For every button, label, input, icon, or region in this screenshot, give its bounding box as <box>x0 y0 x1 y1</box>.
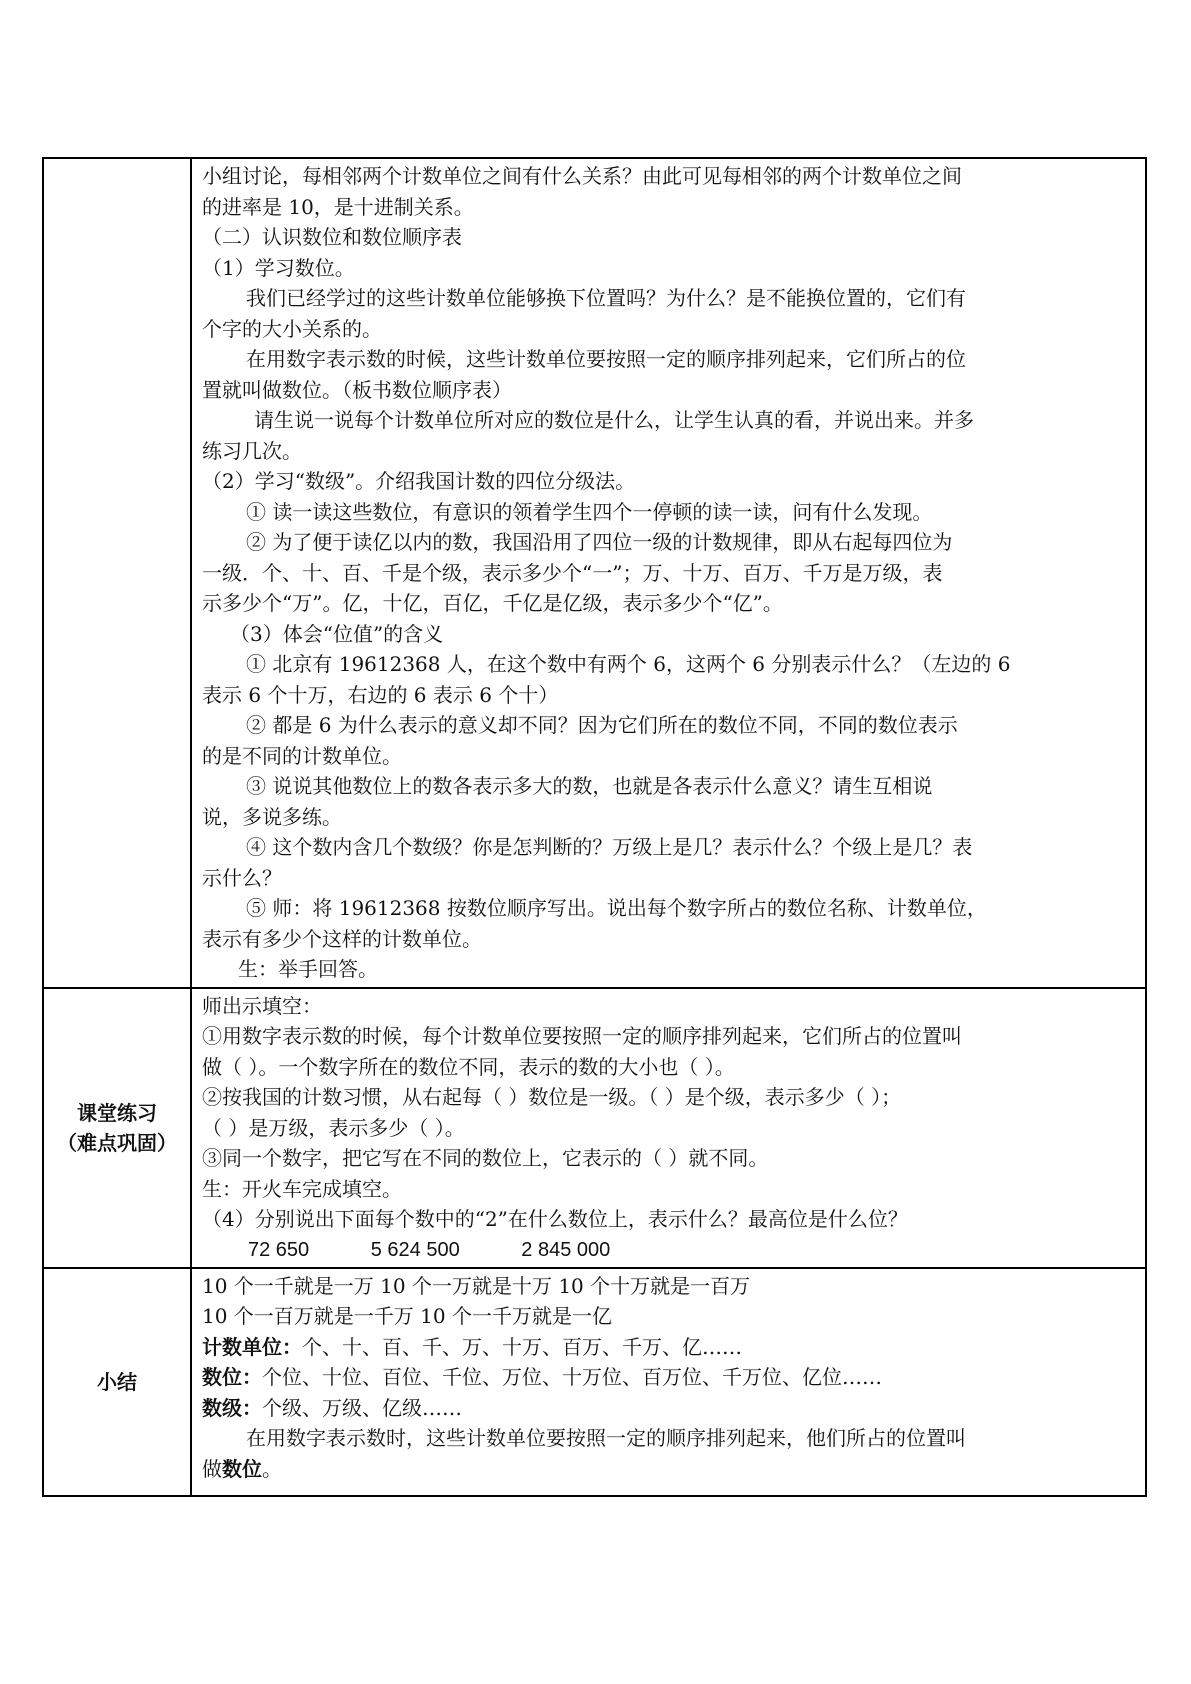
number-example: 5 624 500 <box>370 1238 460 1261</box>
row-label-line: 课堂练习 <box>77 1100 157 1125</box>
text-line: 示多少个“万”。亿，十亿，百亿，千亿是亿级，表示多少个“亿”。 <box>202 591 783 615</box>
text-line: ③ 说说其他数位上的数各表示多大的数，也就是各表示什么意义？请生互相说 <box>246 774 933 798</box>
practice-cell <box>191 988 1146 1268</box>
text-line: （ ）是万级，表示多少（ ）。 <box>202 1115 465 1140</box>
text-line: ② 都是 6 为什么表示的意义却不同？因为它们所在的数位不同，不同的数位表示 <box>246 713 958 737</box>
text-line: 示什么？ <box>202 865 282 890</box>
levels-title: 数级： <box>202 1395 262 1420</box>
bold-term: 数位 <box>222 1456 262 1481</box>
text-line: ① 读一读这些数位，有意识的领着学生四个一停顿的读一读，问有什么发现。 <box>246 499 933 524</box>
text-line: 一级．个、十、百、千是个级，表示多少个“一”；万、十万、百万、千万是万级，表 <box>202 560 943 585</box>
text-fragment: 做 <box>202 1456 222 1481</box>
table-row <box>43 1268 1146 1496</box>
subsection-heading: （2）学习“数级”。介绍我国计数的四位分级法。 <box>202 469 636 493</box>
number-examples <box>202 1235 1135 1265</box>
subsection-heading: （3）体会“位值”的含义 <box>230 621 444 646</box>
text-line: 的进率是 10，是十进制关系。 <box>202 194 474 219</box>
teaching-process-cell <box>191 158 1146 988</box>
row-label-empty <box>43 158 191 988</box>
levels-text: 个级、万级、亿级…… <box>262 1395 462 1420</box>
text-line: 在用数字表示数时，这些计数单位要按照一定的顺序排列起来，他们所占的位置叫 <box>246 1426 966 1450</box>
counting-units-line <box>202 1332 1135 1363</box>
text-fragment: 。 <box>262 1456 282 1481</box>
text-line: 师出示填空： <box>202 993 322 1018</box>
text-line: 10 个一千就是一万 10 个一万就是十万 10 个十万就是一百万 <box>202 1273 751 1298</box>
number-example: 72 650 <box>248 1238 310 1261</box>
counting-units-title: 计数单位： <box>202 1334 302 1359</box>
text-line: ④ 这个数内含几个数级？你是怎判断的？万级上是几？表示什么？个级上是几？表 <box>246 835 973 859</box>
table-row <box>43 988 1146 1268</box>
levels-line <box>202 1393 1135 1424</box>
places-line <box>202 1362 1135 1393</box>
text-line: 个字的大小关系的。 <box>202 316 382 341</box>
text-line: 说，多说多练。 <box>202 804 342 829</box>
text-line: 的是不同的计数单位。 <box>202 743 402 768</box>
text-line: 我们已经学过的这些计数单位能够换下位置吗？为什么？是不能换位置的，它们有 <box>246 286 966 310</box>
counting-units-text: 个、十、百、千、万、十万、百万、千万、亿…… <box>302 1334 742 1359</box>
text-line: 10 个一百万就是一千万 10 个一千万就是一亿 <box>202 1304 612 1328</box>
text-line: 在用数字表示数的时候，这些计数单位要按照一定的顺序排列起来，它们所占的位 <box>246 347 966 371</box>
text-line: ② 为了便于读亿以内的数，我国沿用了四位一级的计数规律，即从右起每四位为 <box>246 530 953 554</box>
section-heading: （二）认识数位和数位顺序表 <box>202 225 462 249</box>
text-line: 请生说一说每个计数单位所对应的数位是什么，让学生认真的看，并说出来。并多 <box>254 408 974 432</box>
places-text: 个位、十位、百位、千位、万位、十万位、百万位、千万位、亿位…… <box>262 1365 882 1389</box>
text-line: 表示有多少个这样的计数单位。 <box>202 926 482 951</box>
table-row <box>43 158 1146 988</box>
text-line: ⑤ 师：将 19612368 按数位顺序写出。说出每个数字所占的数位名称、计数单位， <box>246 896 987 920</box>
row-label-summary: 小结 <box>43 1268 191 1496</box>
summary-cell <box>191 1268 1146 1496</box>
text-line: ③同一个数字，把它写在不同的数位上，它表示的（ ）就不同。 <box>202 1146 769 1170</box>
row-label-practice <box>43 988 191 1268</box>
lesson-plan-table <box>42 157 1147 1497</box>
number-example: 2 845 000 <box>521 1238 611 1261</box>
row-label-line: （难点巩固） <box>57 1130 177 1155</box>
text-line: 小组讨论，每相邻两个计数单位之间有什么关系？由此可见每相邻的两个计数单位之间 <box>202 164 962 188</box>
text-line: ① 北京有 19612368 人，在这个数中有两个 6，这两个 6 分别表示什么？（左边的 6 <box>246 652 1011 676</box>
text-line: ②按我国的计数习惯，从右起每（ ）数位是一级。（ ）是个级，表示多少（ ）； <box>202 1085 902 1109</box>
text-line: 生：举手回答。 <box>238 957 378 981</box>
text-line: ①用数字表示数的时候，每个计数单位要按照一定的顺序排列起来，它们所占的位置叫 <box>202 1024 962 1048</box>
text-line: 生：开火车完成填空。 <box>202 1176 402 1201</box>
text-line: 表示 6 个十万，右边的 6 表示 6 个十） <box>202 682 559 707</box>
text-line: 做（ ）。一个数字所在的数位不同，表示的数的大小也（ ）。 <box>202 1054 735 1079</box>
text-line: 练习几次。 <box>202 438 302 463</box>
subsection-heading: （1）学习数位。 <box>202 255 355 280</box>
text-line: 置就叫做数位。（板书数位顺序表） <box>202 377 512 402</box>
places-title: 数位： <box>202 1365 262 1389</box>
text-line: （4）分别说出下面每个数中的“2”在什么数位上，表示什么？最高位是什么位？ <box>202 1207 908 1231</box>
text-line <box>202 1454 1135 1485</box>
